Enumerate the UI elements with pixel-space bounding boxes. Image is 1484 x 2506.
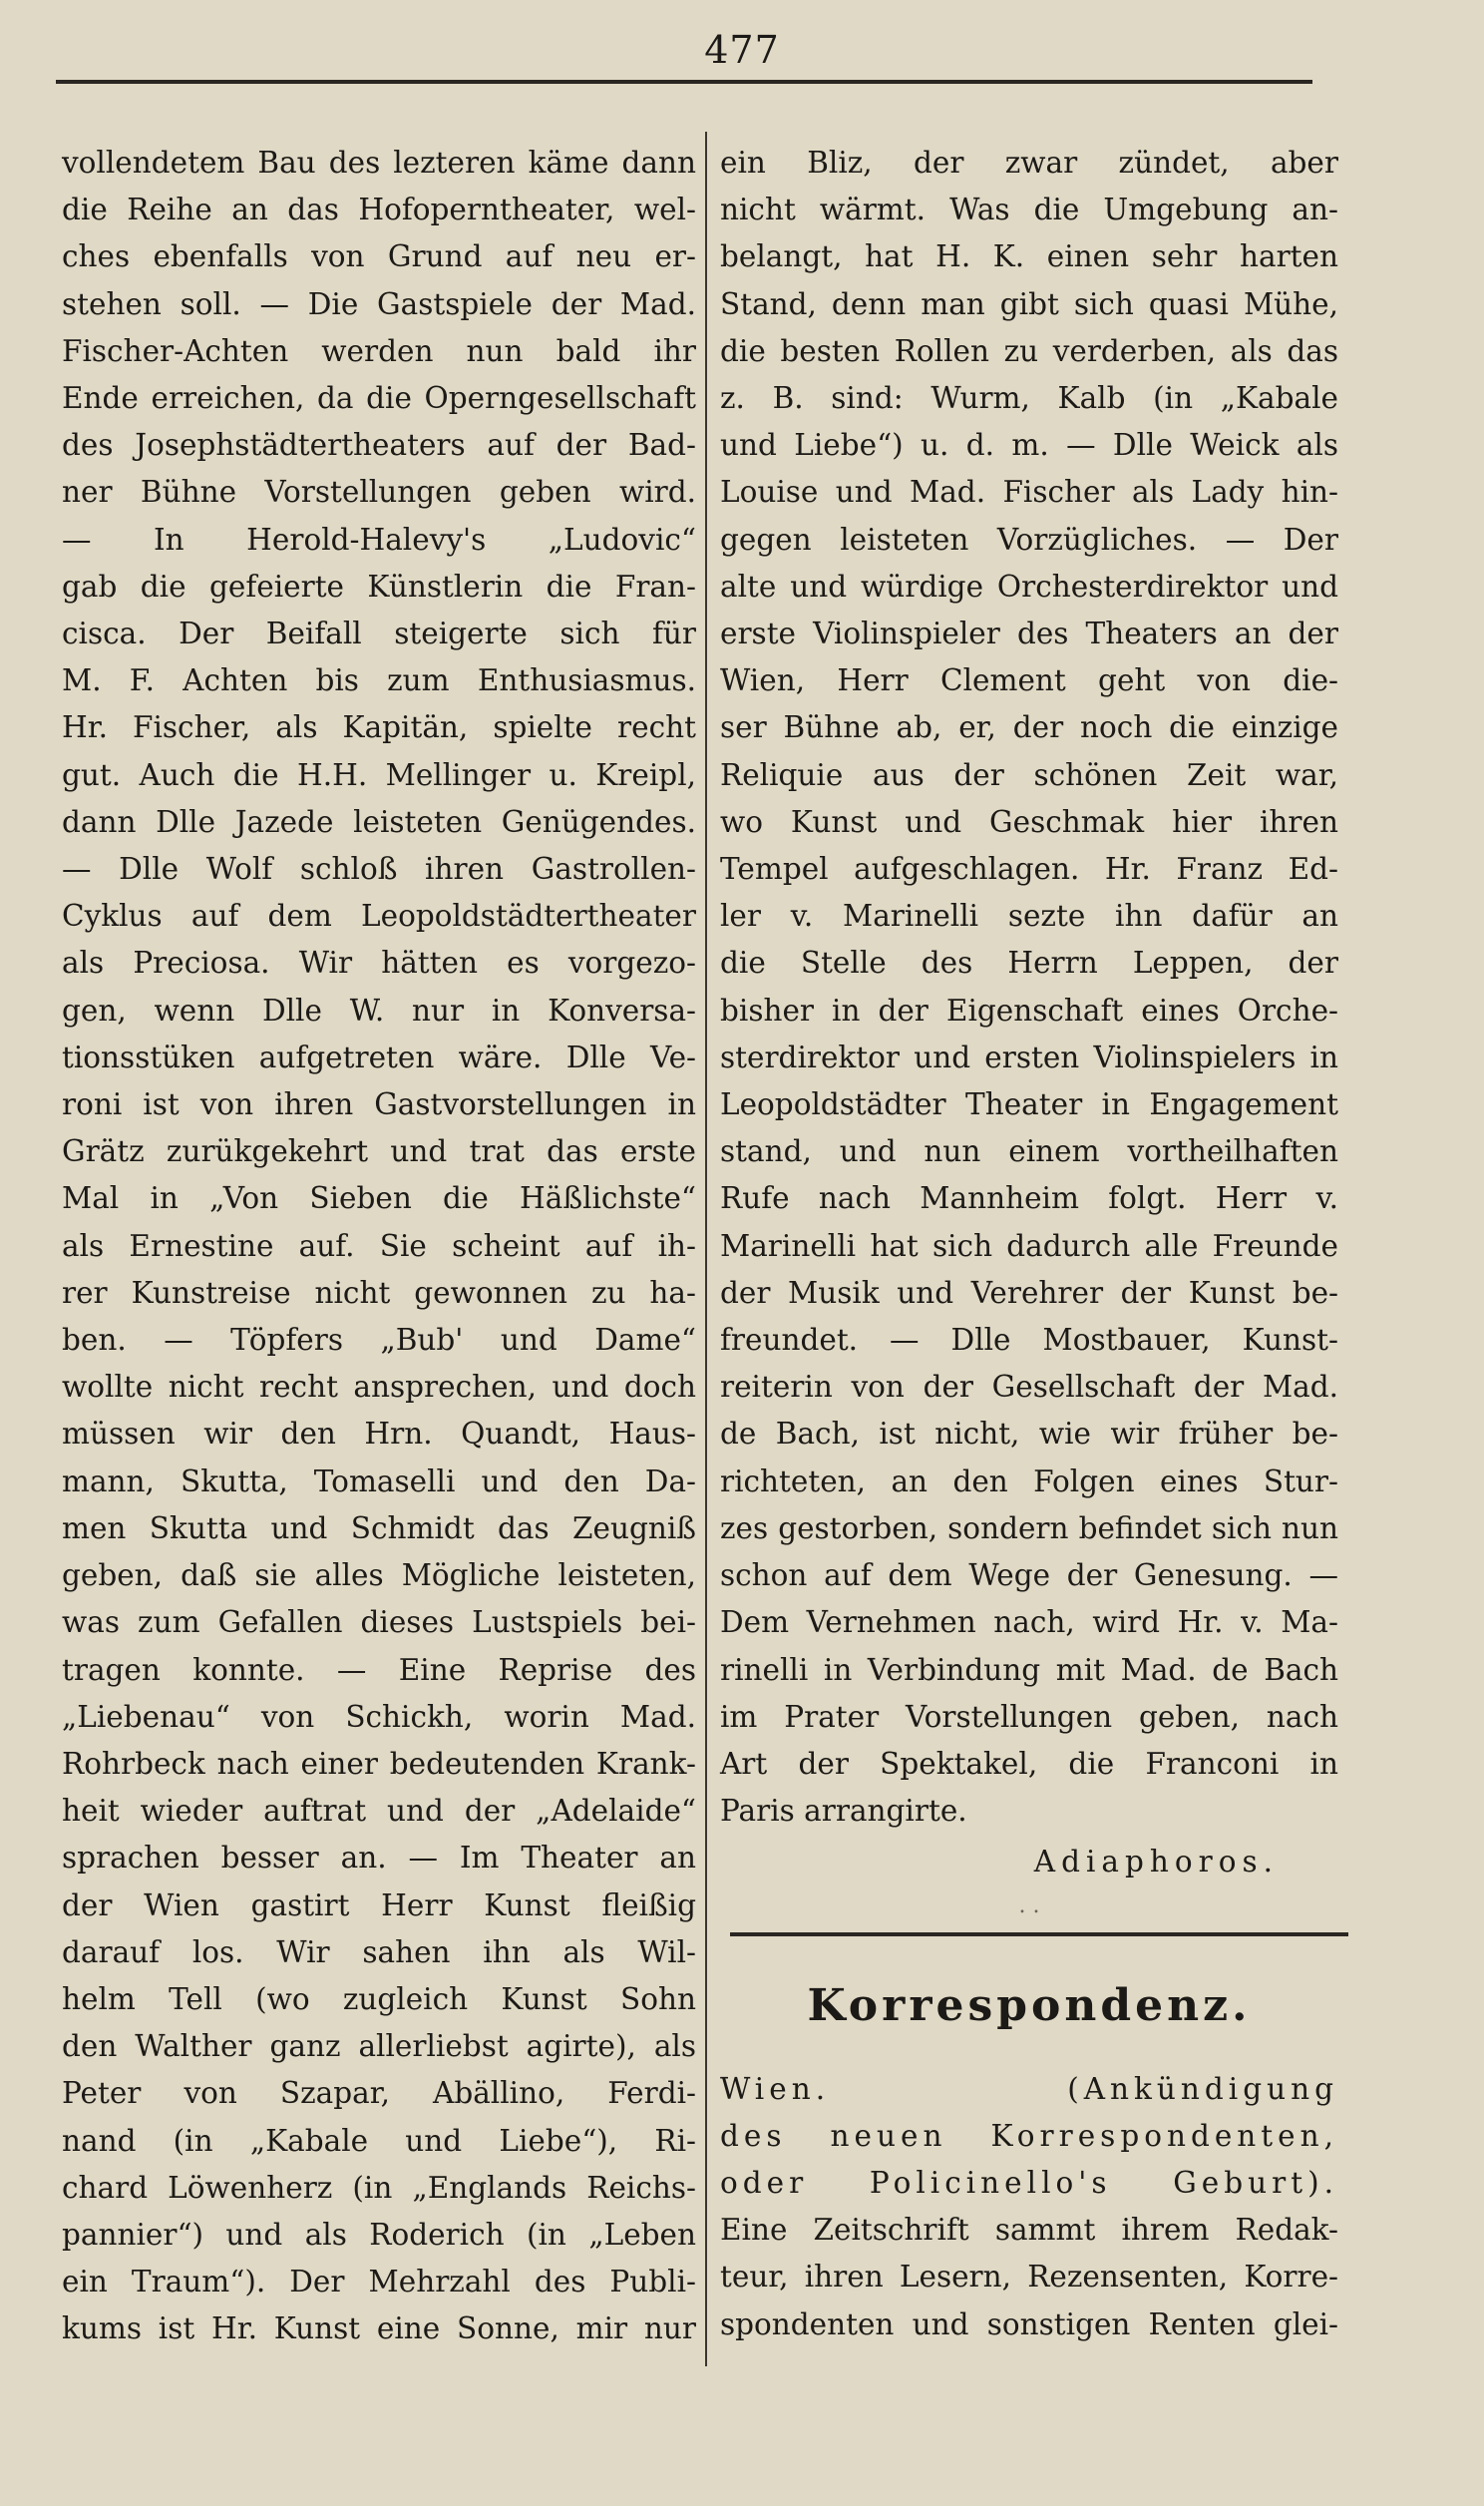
text-line: der Wien gastirt Herr Kunst fleißig [62, 1887, 696, 1922]
separator-dots: . . [1018, 1892, 1040, 1918]
text-line: richteten, an den Folgen eines Stur- [720, 1463, 1338, 1498]
text-line: sprachen besser an. — Im Theater an [62, 1841, 696, 1876]
text-line: Grätz zurükgekehrt und trat das erste [62, 1134, 696, 1169]
text-line: ler v. Marinelli sezte ihn dafür an [720, 899, 1338, 934]
text-line: M. F. Achten bis zum Enthusiasmus. [62, 663, 696, 698]
text-line: der Musik und Verehrer der Kunst be- [720, 1275, 1338, 1310]
text-line: stand, und nun einem vortheilhaften [720, 1134, 1338, 1169]
text-line: im Prater Vorstellungen geben, nach [720, 1699, 1338, 1734]
text-line: die besten Rollen zu verderben, als das [720, 333, 1338, 368]
text-line: geben, daß sie alles Mögliche leisteten, [62, 1558, 696, 1593]
text-line: roni ist von ihren Gastvorstellungen in [62, 1087, 696, 1122]
text-line: Cyklus auf dem Leopoldstädtertheater [62, 899, 696, 934]
text-line: — In Herold-Halevy's „Ludovic“ [62, 522, 696, 557]
text-line: wollte nicht recht ansprechen, und doch [62, 1370, 696, 1405]
section-heading: Korrespondenz. [807, 1979, 1252, 2031]
text-line: sterdirektor und ersten Violinspielers in [720, 1040, 1338, 1074]
text-line: vollendetem Bau des lezteren käme dann [62, 146, 696, 180]
text-line: tionsstüken aufgetreten wäre. Dlle Ve- [62, 1040, 696, 1074]
text-line: des neuen Korrespondenten, [720, 2118, 1338, 2153]
text-line: die Reihe an das Hofoperntheater, wel- [62, 193, 696, 227]
section-rule [730, 1932, 1348, 1936]
text-line: nand (in „Kabale und Liebe“), Ri- [62, 2123, 696, 2158]
column-divider [705, 132, 707, 2366]
text-line: gab die gefeierte Künstlerin die Fran- [62, 569, 696, 604]
text-line: oder Policinello's Geburt). [720, 2165, 1338, 2200]
text-line: reiterin von der Gesellschaft der Mad. [720, 1370, 1338, 1405]
text-line: helm Tell (wo zugleich Kunst Sohn [62, 1981, 696, 2016]
text-line: als Ernestine auf. Sie scheint auf ih- [62, 1228, 696, 1263]
text-line: tragen konnte. — Eine Reprise des [62, 1652, 696, 1687]
text-line: ein Bliz, der zwar zündet, aber [720, 146, 1338, 180]
text-line: men Skutta und Schmidt das Zeugniß [62, 1510, 696, 1545]
text-line: nicht wärmt. Was die Umgebung an- [720, 193, 1338, 227]
text-line: rer Kunstreise nicht gewonnen zu ha- [62, 1275, 696, 1310]
page-number: 477 [704, 28, 780, 72]
text-line: Tempel aufgeschlagen. Hr. Franz Ed- [720, 852, 1338, 887]
text-line: und Liebe“) u. d. m. — Dlle Weick als [720, 428, 1338, 463]
text-line: ner Bühne Vorstellungen geben wird. [62, 475, 696, 510]
text-line: — Dlle Wolf schloß ihren Gastrollen- [62, 852, 696, 887]
text-line: Paris arrangirte. [720, 1794, 967, 1829]
text-line: Ende erreichen, da die Operngesellschaft [62, 381, 696, 416]
header-rule [56, 80, 1312, 84]
text-line: ben. — Töpfers „Bub' und Dame“ [62, 1323, 696, 1358]
text-line: ein Traum“). Der Mehrzahl des Publi- [62, 2265, 696, 2299]
text-line: Leopoldstädter Theater in Engagement [720, 1087, 1338, 1122]
text-line: als Preciosa. Wir hätten es vorgezo- [62, 946, 696, 981]
correspondence-article [720, 2066, 1338, 2348]
text-line: was zum Gefallen dieses Lustspiels bei- [62, 1605, 696, 1640]
text-line: gegen leisteten Vorzügliches. — Der [720, 522, 1338, 557]
text-line: Rufe nach Mannheim folgt. Herr v. [720, 1181, 1338, 1216]
text-line: Mal in „Von Sieben die Häßlichste“ [62, 1181, 696, 1216]
text-line: dann Dlle Jazede leisteten Genügendes. [62, 804, 696, 839]
text-line: bisher in der Eigenschaft eines Orche- [720, 993, 1338, 1028]
text-line: teur, ihren Lesern, Rezensenten, Korre- [720, 2260, 1338, 2295]
text-line: Eine Zeitschrift sammt ihrem Redak- [720, 2213, 1338, 2248]
text-line: Louise und Mad. Fischer als Lady hin- [720, 475, 1338, 510]
text-line: Fischer-Achten werden nun bald ihr [62, 333, 696, 368]
text-line: Wien, Herr Clement geht von die- [720, 663, 1338, 698]
text-line: erste Violinspieler des Theaters an der [720, 617, 1338, 651]
text-line: schon auf dem Wege der Genesung. — [720, 1558, 1338, 1593]
text-line: „Liebenau“ von Schickh, worin Mad. [62, 1699, 696, 1734]
text-line: pannier“) und als Roderich (in „Leben [62, 2217, 696, 2252]
text-line: ser Bühne ab, er, der noch die einzige [720, 710, 1338, 745]
text-line: Hr. Fischer, als Kapitän, spielte recht [62, 710, 696, 745]
text-line: heit wieder auftrat und der „Adelaide“ [62, 1794, 696, 1829]
text-line: Rohrbeck nach einer bedeutenden Krank- [62, 1746, 696, 1781]
text-line: ches ebenfalls von Grund auf neu er- [62, 239, 696, 274]
left-column [62, 140, 696, 2353]
text-line: Reliquie aus der schönen Zeit war, [720, 757, 1338, 792]
text-line: cisca. Der Beifall steigerte sich für [62, 617, 696, 651]
text-line: Peter von Szapar, Abällino, Ferdi- [62, 2076, 696, 2111]
text-line: kums ist Hr. Kunst eine Sonne, mir nur [62, 2311, 696, 2346]
text-line: gut. Auch die H.H. Mellinger u. Kreipl, [62, 757, 696, 792]
text-line: Dem Vernehmen nach, wird Hr. v. Ma- [720, 1605, 1338, 1640]
text-line: freundet. — Dlle Mostbauer, Kunst- [720, 1323, 1338, 1358]
right-column-article [720, 140, 1338, 1835]
text-line: Marinelli hat sich dadurch alle Freunde [720, 1228, 1338, 1263]
text-line: Art der Spektakel, die Franconi in [720, 1746, 1338, 1781]
text-line: z. B. sind: Wurm, Kalb (in „Kabale [720, 381, 1338, 416]
text-line: belangt, hat H. K. einen sehr harten [720, 239, 1338, 274]
text-line: die Stelle des Herrn Leppen, der [720, 946, 1338, 981]
text-line: des Josephstädtertheaters auf der Bad- [62, 428, 696, 463]
author-signature: Adiaphoros. [1033, 1845, 1279, 1880]
text-line: Wien. (Ankündigung [720, 2071, 1338, 2106]
text-line: spondenten und sonstigen Renten glei- [720, 2306, 1338, 2341]
text-line: gen, wenn Dlle W. nur in Konversa- [62, 993, 696, 1028]
text-line: Stand, denn man gibt sich quasi Mühe, [720, 286, 1338, 321]
text-line: alte und würdige Orchesterdirektor und [720, 569, 1338, 604]
text-line: müssen wir den Hrn. Quandt, Haus- [62, 1417, 696, 1452]
text-line: chard Löwenherz (in „Englands Reichs- [62, 2170, 696, 2205]
text-line: mann, Skutta, Tomaselli und den Da- [62, 1463, 696, 1498]
text-line: den Walther ganz allerliebst agirte), als [62, 2029, 696, 2064]
text-line: rinelli in Verbindung mit Mad. de Bach [720, 1652, 1338, 1687]
text-line: darauf los. Wir sahen ihn als Wil- [62, 1934, 696, 1969]
text-line: de Bach, ist nicht, wie wir früher be- [720, 1417, 1338, 1452]
right-column [720, 140, 1338, 2348]
text-line: wo Kunst und Geschmak hier ihren [720, 804, 1338, 839]
text-line: stehen soll. — Die Gastspiele der Mad. [62, 286, 696, 321]
text-line: zes gestorben, sondern befindet sich nun [720, 1510, 1338, 1545]
